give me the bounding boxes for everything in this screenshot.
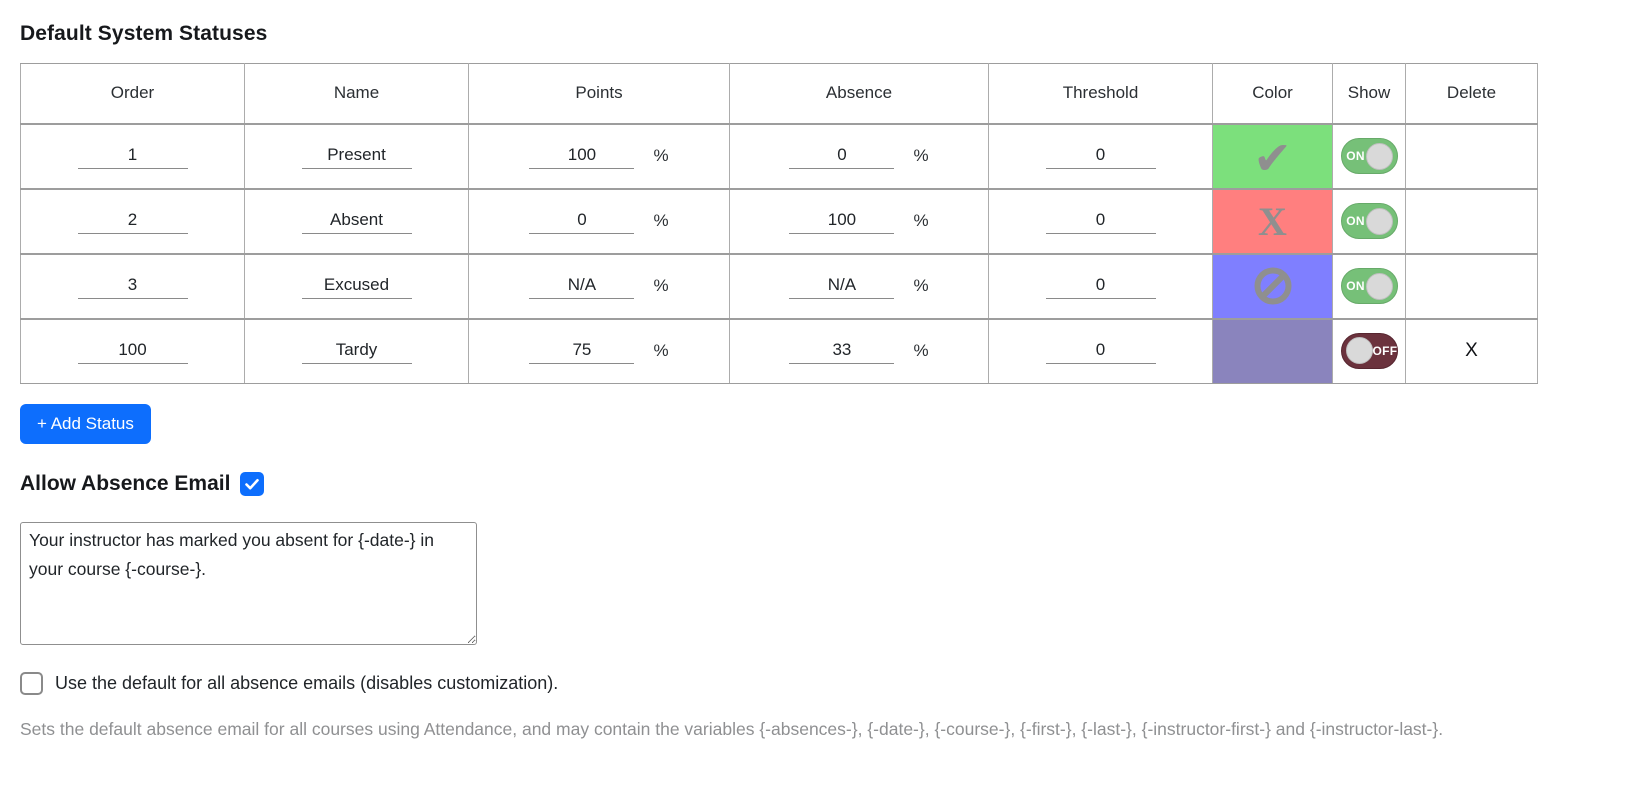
allow-absence-email-section bbox=[20, 472, 1622, 496]
allow-absence-email-checkbox[interactable] bbox=[240, 472, 264, 496]
threshold-input[interactable] bbox=[1046, 273, 1156, 299]
points-input[interactable] bbox=[529, 143, 634, 169]
show-toggle[interactable] bbox=[1341, 138, 1398, 174]
toggle-knob bbox=[1366, 273, 1393, 300]
threshold-input[interactable] bbox=[1046, 338, 1156, 364]
order-input[interactable] bbox=[78, 338, 188, 364]
toggle-knob bbox=[1366, 143, 1393, 170]
toggle-knob bbox=[1346, 337, 1373, 364]
percent-sign: % bbox=[653, 341, 669, 360]
absence-input[interactable] bbox=[789, 143, 894, 169]
percent-sign: % bbox=[913, 341, 929, 360]
use-default-label: Use the default for all absence emails (disables customization). bbox=[55, 672, 559, 693]
order-input[interactable] bbox=[78, 208, 188, 234]
table-row-excused bbox=[21, 254, 1538, 319]
table-row-tardy bbox=[21, 319, 1538, 384]
name-input[interactable] bbox=[302, 338, 412, 364]
table-header-row bbox=[21, 64, 1538, 124]
absence-input[interactable] bbox=[789, 273, 894, 299]
toggle-label: ON bbox=[1346, 149, 1365, 163]
use-default-checkbox[interactable] bbox=[20, 672, 43, 695]
order-input[interactable] bbox=[78, 143, 188, 169]
show-toggle[interactable] bbox=[1341, 333, 1398, 369]
table-row-present bbox=[21, 124, 1538, 189]
column-header-delete: Delete bbox=[1406, 64, 1538, 124]
column-header-color: Color bbox=[1213, 64, 1333, 124]
page-title: Default System Statuses bbox=[20, 22, 268, 45]
percent-sign: % bbox=[653, 211, 669, 230]
absence-input[interactable] bbox=[789, 338, 894, 364]
points-input[interactable] bbox=[529, 338, 634, 364]
column-header-name: Name bbox=[245, 64, 469, 124]
add-status-button[interactable]: + Add Status bbox=[20, 404, 151, 444]
absence-input[interactable] bbox=[789, 208, 894, 234]
color-swatch[interactable] bbox=[1213, 190, 1332, 253]
points-input[interactable] bbox=[529, 273, 634, 299]
delete-link[interactable]: X bbox=[1465, 340, 1478, 361]
toggle-label: OFF bbox=[1372, 343, 1398, 358]
toggle-label: ON bbox=[1346, 279, 1365, 293]
name-input[interactable] bbox=[302, 208, 412, 234]
percent-sign: % bbox=[913, 146, 929, 165]
percent-sign: % bbox=[653, 276, 669, 295]
checkmark-icon bbox=[244, 476, 260, 492]
check-icon: ✔ bbox=[1253, 132, 1292, 184]
color-swatch[interactable] bbox=[1213, 125, 1332, 188]
allow-absence-email-label: Allow Absence Email bbox=[20, 471, 231, 495]
toggle-knob bbox=[1366, 208, 1393, 235]
percent-sign: % bbox=[913, 211, 929, 230]
footer-note: Sets the default absence email for all courses using Attendance, and may contain the variables {-absences-}, {-date-}, {-course-}, {-first-}, {-last-}, {-instructor-first-} and {-instructor-last-}. bbox=[20, 718, 1444, 739]
column-header-threshold: Threshold bbox=[989, 64, 1213, 124]
statuses-table bbox=[20, 63, 1538, 384]
order-input[interactable] bbox=[78, 273, 188, 299]
threshold-input[interactable] bbox=[1046, 208, 1156, 234]
percent-sign: % bbox=[913, 276, 929, 295]
column-header-points: Points bbox=[469, 64, 730, 124]
threshold-input[interactable] bbox=[1046, 143, 1156, 169]
show-toggle[interactable] bbox=[1341, 268, 1398, 304]
percent-sign: % bbox=[653, 146, 669, 165]
x-icon: X bbox=[1258, 198, 1287, 244]
no-entry-icon bbox=[1252, 265, 1294, 307]
color-swatch[interactable] bbox=[1213, 320, 1332, 383]
show-toggle[interactable] bbox=[1341, 203, 1398, 239]
table-row-absent bbox=[21, 189, 1538, 254]
column-header-show: Show bbox=[1333, 64, 1406, 124]
toggle-label: ON bbox=[1346, 214, 1365, 228]
use-default-row bbox=[20, 672, 1622, 695]
name-input[interactable] bbox=[302, 273, 412, 299]
column-header-order: Order bbox=[21, 64, 245, 124]
column-header-absence: Absence bbox=[730, 64, 989, 124]
color-swatch[interactable] bbox=[1213, 255, 1332, 318]
absence-email-textarea[interactable] bbox=[20, 522, 477, 645]
points-input[interactable] bbox=[529, 208, 634, 234]
name-input[interactable] bbox=[302, 143, 412, 169]
